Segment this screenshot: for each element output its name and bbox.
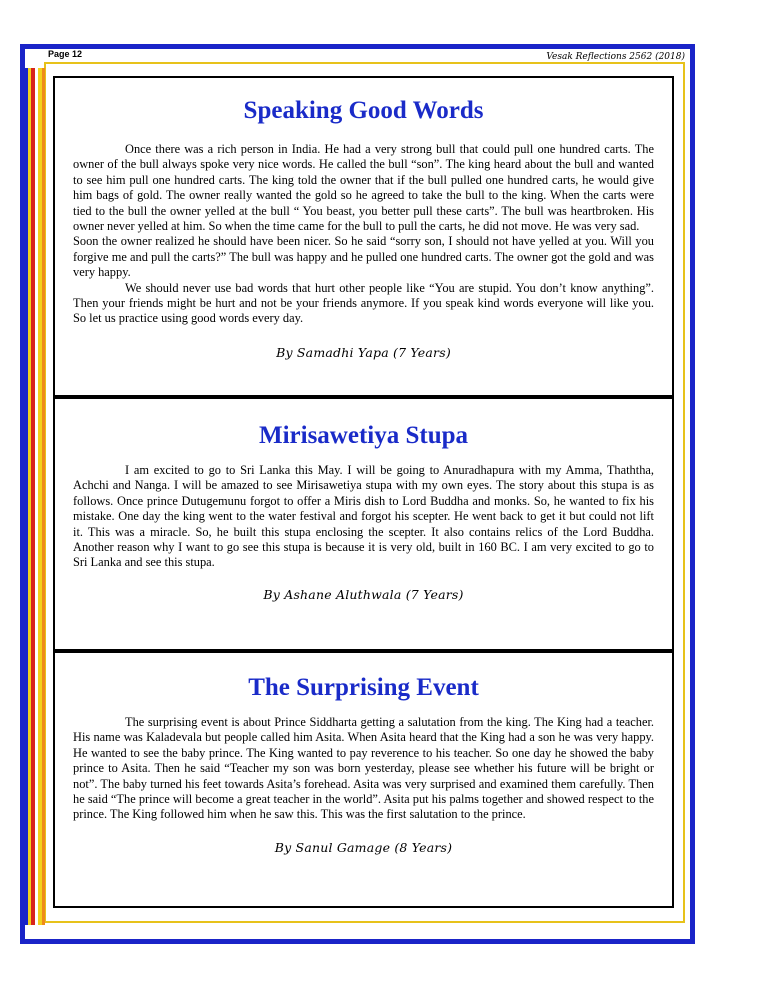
article-body [73,142,654,327]
article-byline: By Sanul Gamage (8 Years) [274,839,453,855]
article-byline: By Ashane Aluthwala (7 Years) [263,586,464,602]
page-number: Page 12 [48,49,83,59]
article-speaking-good-words [53,76,674,397]
article-body [73,715,654,823]
publication-title: Vesak Reflections 2562 (2018) [546,52,685,62]
article-title: The Surprising Event [248,674,479,701]
paragraph: We should never use bad words that hurt other people like “You are stupid. You don’t know anything”. Then your friends might be hurt and not be your friends anymore. If you speak kind words everyone will like you. So let us practice using good words every day. [73,280,654,326]
article-mirisawetiya-stupa [53,397,674,651]
paragraph: I am excited to go to Sri Lanka this May. I will be going to Anuradhapura with my Amma, Thaththa, Achchi and Nanga. I will be amazed to see Mirisawetiya stupa with my own eyes. The story about this stupa is as follows. Once prince Dutugemunu forgot to offer a Miris dish to Lord Buddha and monks. So, he wanted to fix his mistake. One day the king went to the water festival and forgot his scepter. He went back to get it but could not lift it. This was a miracle. So, he built this stupa enclosing the scepter. It also contains relics of the Lord Buddha. Another reason why I want to go see this stupa is because it is very old, built in 160 BC. I am very excited to go to Sri Lanka and see this stupa. [73,463,654,570]
paragraph: Once there was a rich person in India. He had a very strong bull that could pull one hundred carts. The owner of the bull always spoke very nice words. He called the bull “son”. The king heard about the bull and wanted to see him pull one hundred carts. The king told the owner that if the bull pulled one hundred carts, he would give him bags of gold. The owner really wanted the gold so he agreed to take the bull to the king. When the carts were tied to the bull the owner yelled at the bull “ You beast, you better pull these carts”. The bull was heartbroken. His owner never yelled at him. So when the time came for the bull to pull the carts, he did not move. He was very sad. [73,142,654,234]
article-title: Mirisawetiya Stupa [258,422,469,449]
paragraph: Soon the owner realized he should have been nicer. So he said “sorry son, I should not have yelled at you. Will you forgive me and pull the carts?” The bull was happy and he pulled one hundred carts. The owner got the gold and was very happy. [73,234,654,280]
paragraph: The surprising event is about Prince Siddharta getting a salutation from the king. The King had a teacher. His name was Kaladevala but people called him Asita. When Asita heard that the King had a son he was very happy. He wanted to see the baby prince. The King wanted to pay reverence to his teacher. So one day he showed the baby prince to Asita. Then he said “Teacher my son was born yesterday, please see whether his future will be bright or not”. The baby turned his feet towards Asita’s forehead. Asita was very surprised and examined them carefully. Then he said “The prince will become a great teacher in the world”. Asita put his palms together and showed respect to the prince. The King followed him when he saw this. This was the first salutation to the prince. [73,715,654,822]
article-body [73,463,654,571]
article-title: Speaking Good Words [243,97,484,124]
article-surprising-event [53,651,674,908]
flag-stripe-orange [42,68,45,925]
article-byline: By Samadhi Yapa (7 Years) [276,344,451,360]
